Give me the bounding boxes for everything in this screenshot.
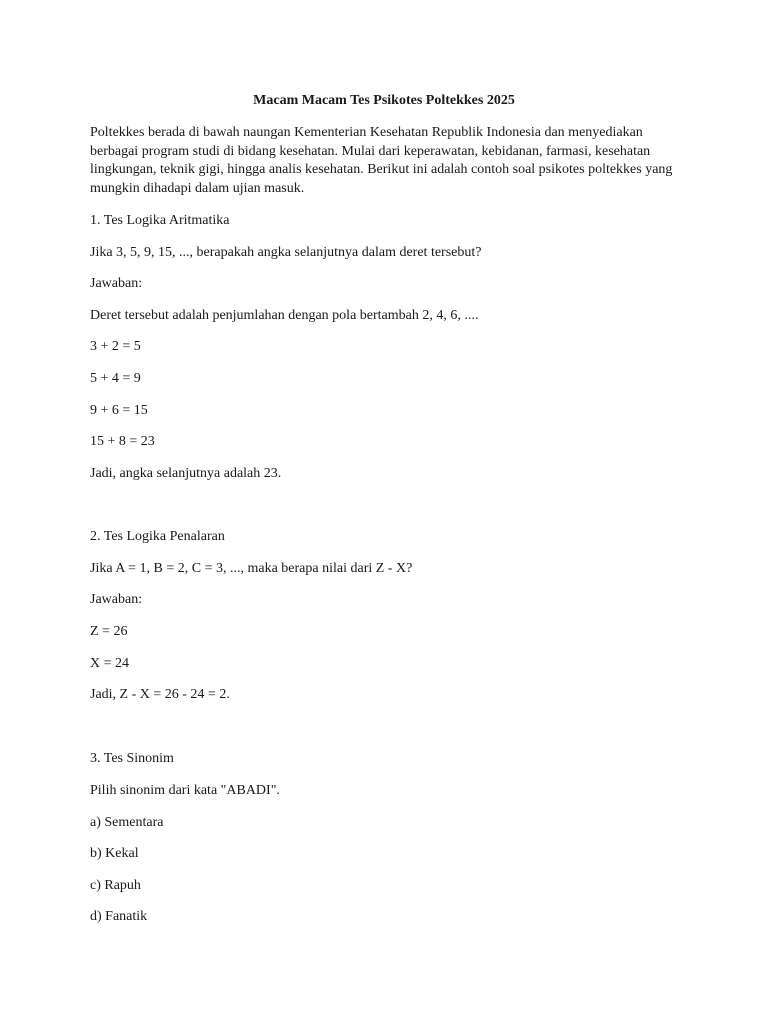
section3-question: Pilih sinonim dari kata "ABADI". xyxy=(90,783,280,798)
section2-step: Z = 26 xyxy=(90,624,128,639)
section1-explanation: Deret tersebut adalah penjumlahan dengan pola bertambah 2, 4, 6, .... xyxy=(90,308,479,323)
section1-step: 9 + 6 = 15 xyxy=(90,403,148,418)
section1-conclusion: Jadi, angka selanjutnya adalah 23. xyxy=(90,466,282,481)
document-title: Macam Macam Tes Psikotes Poltekkes 2025 xyxy=(253,93,515,108)
section3-heading: 3. Tes Sinonim xyxy=(90,751,174,766)
section3-option: c) Rapuh xyxy=(90,878,141,893)
section2-heading: 2. Tes Logika Penalaran xyxy=(90,529,225,544)
section1-step: 5 + 4 = 9 xyxy=(90,371,141,386)
section1-heading: 1. Tes Logika Aritmatika xyxy=(90,213,230,228)
section2-question: Jika A = 1, B = 2, C = 3, ..., maka berapa nilai dari Z - X? xyxy=(90,561,413,576)
section3-option: d) Fanatik xyxy=(90,909,148,924)
intro-paragraph: Poltekkes berada di bawah naungan Kementerian Kesehatan Republik Indonesia dan menyediakan berbagai program studi di bidang kesehatan. Mulai dari keperawatan, kebidanan, farmasi, kesehatan lingkungan, teknik gigi, hingga analis kesehatan. Berikut ini adalah contoh soal psikotes poltekkes yang mungkin dihadapi dalam ujian masuk. xyxy=(90,125,673,197)
section2-conclusion: Jadi, Z - X = 26 - 24 = 2. xyxy=(90,687,230,702)
section3-option: a) Sementara xyxy=(90,815,164,830)
section1-step: 3 + 2 = 5 xyxy=(90,339,141,354)
section2-step: X = 24 xyxy=(90,656,130,671)
section1-answer-label: Jawaban: xyxy=(90,276,143,291)
section1-question: Jika 3, 5, 9, 15, ..., berapakah angka selanjutnya dalam deret tersebut? xyxy=(90,245,482,260)
section3-option: b) Kekal xyxy=(90,846,139,861)
section1-step: 15 + 8 = 23 xyxy=(90,434,155,449)
section2-answer-label: Jawaban: xyxy=(90,592,143,607)
